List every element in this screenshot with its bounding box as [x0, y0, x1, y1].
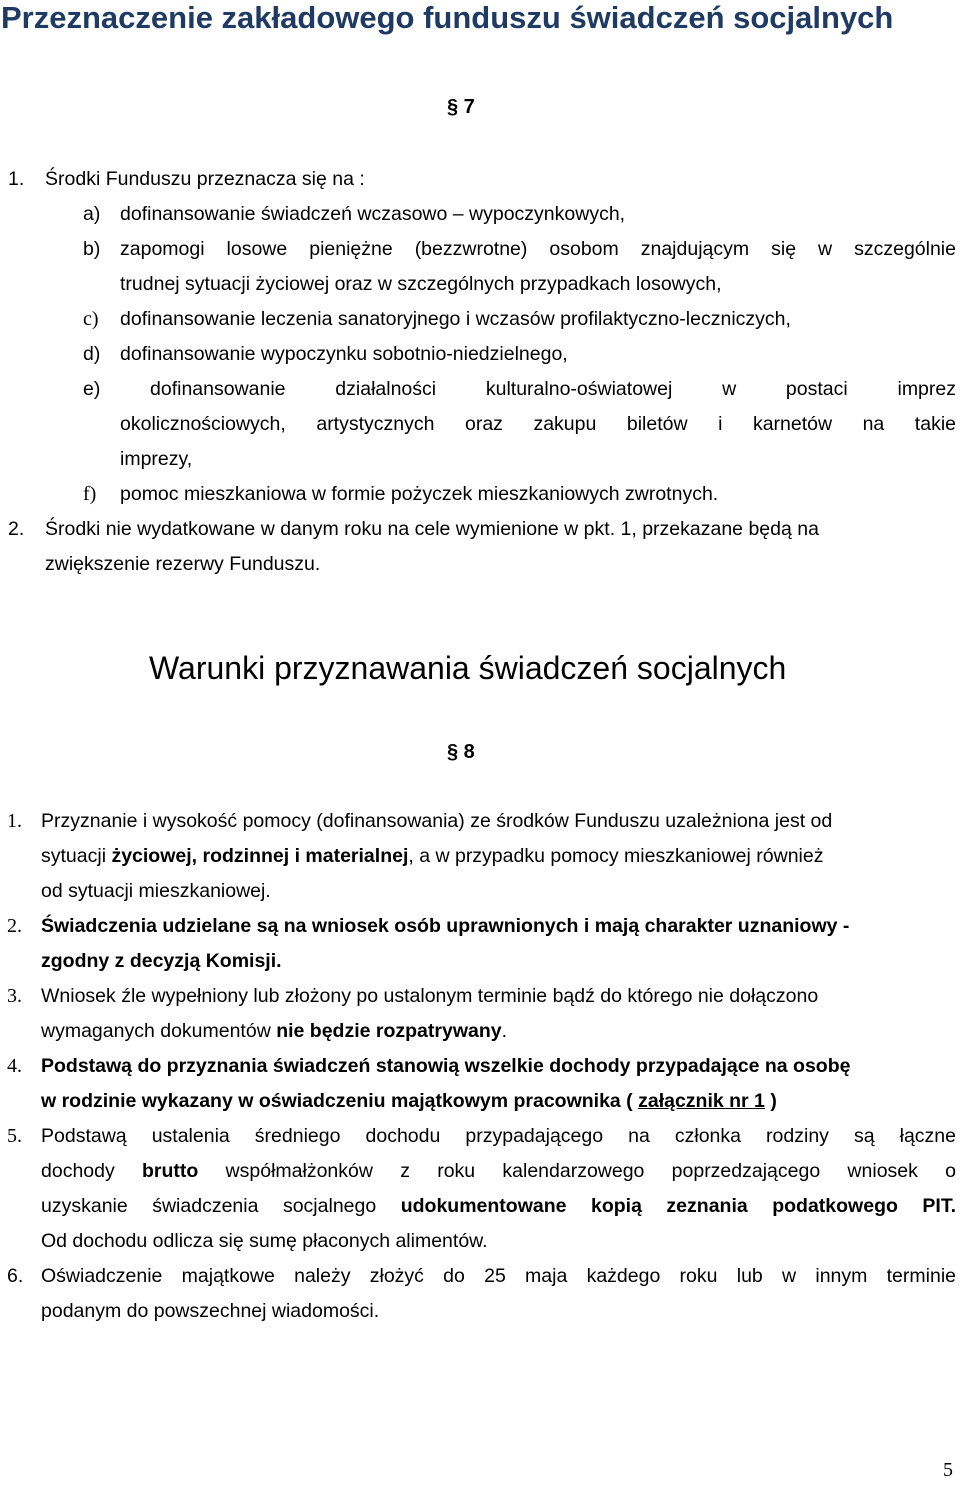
s8-p5-line2 [41, 1154, 956, 1189]
s8-p1-line2 [41, 839, 823, 874]
s8-p1-line2-bold: życiowej, rodzinnej i materialnej [111, 845, 409, 867]
s7-item-c-text: dofinansowanie leczenia sanatoryjnego i wczasów profilaktyczno-leczniczych, [120, 308, 791, 330]
s8-p3-number: 3. [7, 985, 22, 1007]
s7-p2-number: 2. [8, 518, 25, 540]
s7-item-e-label: e) [83, 378, 101, 400]
s7-p1-number: 1. [8, 168, 25, 190]
s8-p6-line2: podanym do powszechnej wiadomości. [41, 1300, 380, 1322]
s8-p1-number: 1. [7, 810, 22, 832]
s8-p5-line1: Podstawą ustalenia średniego dochodu przypadającego na członka rodziny są łączne [41, 1125, 956, 1147]
page-number: 5 [943, 1459, 953, 1481]
s7-item-b-line1: zapomogi losowe pieniężne (bezzwrotne) osobom znajdującym się w szczególnie [120, 238, 956, 260]
s7-item-a-label: a) [83, 203, 101, 225]
s8-p3-line2-bold: nie będzie rozpatrywany [276, 1020, 502, 1042]
s8-p4-line1: Podstawą do przyznania świadczeń stanowią wszelkie dochody przypadające na osobę [41, 1055, 851, 1077]
s7-item-e-line1: dofinansowanie działalności kulturalno-oświatowej w postaci imprez [150, 378, 956, 400]
s8-p5-line2-bold: brutto [141, 1160, 199, 1182]
s8-p3-line2-a: wymaganych dokumentów [41, 1020, 277, 1042]
s7-item-e-line2: okolicznościowych, artystycznych oraz zakupu biletów i karnetów na takie [120, 413, 956, 435]
s8-p5-line4: Od dochodu odlicza się sumę płaconych alimentów. [41, 1230, 488, 1252]
s8-p5-number: 5. [7, 1125, 22, 1147]
s8-p6-number: 6. [7, 1265, 24, 1287]
s7-item-e-line3: imprezy, [120, 448, 193, 470]
document-title: Przeznaczenie zakładowego funduszu świadczeń socjalnych [1, 0, 894, 35]
s7-item-b-line2: trudnej sytuacji życiowej oraz w szczególnych przypadkach losowych, [120, 273, 722, 295]
s8-p2-line2: zgodny z decyzją Komisji. [41, 950, 282, 972]
s8-p4-number: 4. [7, 1055, 22, 1077]
section-heading-conditions: Warunki przyznawania świadczeń socjalnych [149, 650, 787, 686]
s8-p1-line1: Przyznanie i wysokość pomocy (dofinansowania) ze środków Funduszu uzależniona jest od [41, 810, 833, 832]
s8-p1-line3: od sytuacji mieszkaniowej. [41, 880, 271, 902]
s7-item-f-label: f) [83, 483, 97, 505]
s8-p3-line1: Wniosek źle wypełniony lub złożony po ustalonym terminie bądź do którego nie dołączono [41, 985, 819, 1007]
s8-p1-line2-a: sytuacji [41, 845, 112, 867]
s8-p2-number: 2. [7, 915, 22, 937]
s7-item-d-label: d) [83, 343, 101, 365]
s8-p3-line2 [41, 1014, 507, 1049]
s7-p2-line2: zwiększenie rezerwy Funduszu. [45, 553, 321, 575]
s8-p5-line3-a: uzyskanie świadczenia socjalnego [41, 1195, 401, 1217]
s8-p6-line1: Oświadczenie majątkowe należy złożyć do 25 maja każdego roku lub w innym terminie [41, 1265, 956, 1287]
section-7-symbol: § 7 [447, 96, 475, 118]
s7-item-f-text: pomoc mieszkaniowa w formie pożyczek mieszkaniowych zwrotnych. [120, 483, 719, 505]
s8-p5-line3-bold: udokumentowane kopią zeznania podatkowego PIT. [400, 1195, 956, 1217]
s7-item-d-text: dofinansowanie wypoczynku sobotnio-niedzielnego, [120, 343, 568, 365]
s7-item-b-label: b) [83, 238, 101, 260]
s8-p4-line2 [41, 1084, 777, 1119]
s8-p5-line3 [41, 1189, 956, 1224]
s8-p5-line2-a: dochody [41, 1160, 142, 1182]
s8-p5-line2-c: współmałżonków z roku kalendarzowego poprzedzającego wniosek o [198, 1160, 956, 1182]
s8-p1-line2-c: , a w przypadku pomocy mieszkaniowej również [408, 845, 824, 867]
s8-p2-line1: Świadczenia udzielane są na wniosek osób uprawnionych i mają charakter uznaniowy - [41, 915, 850, 937]
section-8-symbol: § 8 [447, 741, 475, 763]
s7-item-a-text: dofinansowanie świadczeń wczasowo – wypoczynkowych, [120, 203, 626, 225]
s8-p3-line2-c: . [501, 1020, 508, 1042]
s7-p2-line1: Środki nie wydatkowane w danym roku na cele wymienione w pkt. 1, przekazane będą na [45, 518, 819, 540]
s8-p4-line2-c: ) [764, 1090, 777, 1112]
s8-p4-line2-a: w rodzinie wykazany w oświadczeniu majątkowym pracownika ( [41, 1090, 639, 1112]
s7-p1-text: Środki Funduszu przeznacza się na : [45, 168, 365, 190]
s7-item-c-label: c) [83, 308, 99, 330]
s8-p4-attachment-ref: załącznik nr 1 [638, 1090, 765, 1112]
